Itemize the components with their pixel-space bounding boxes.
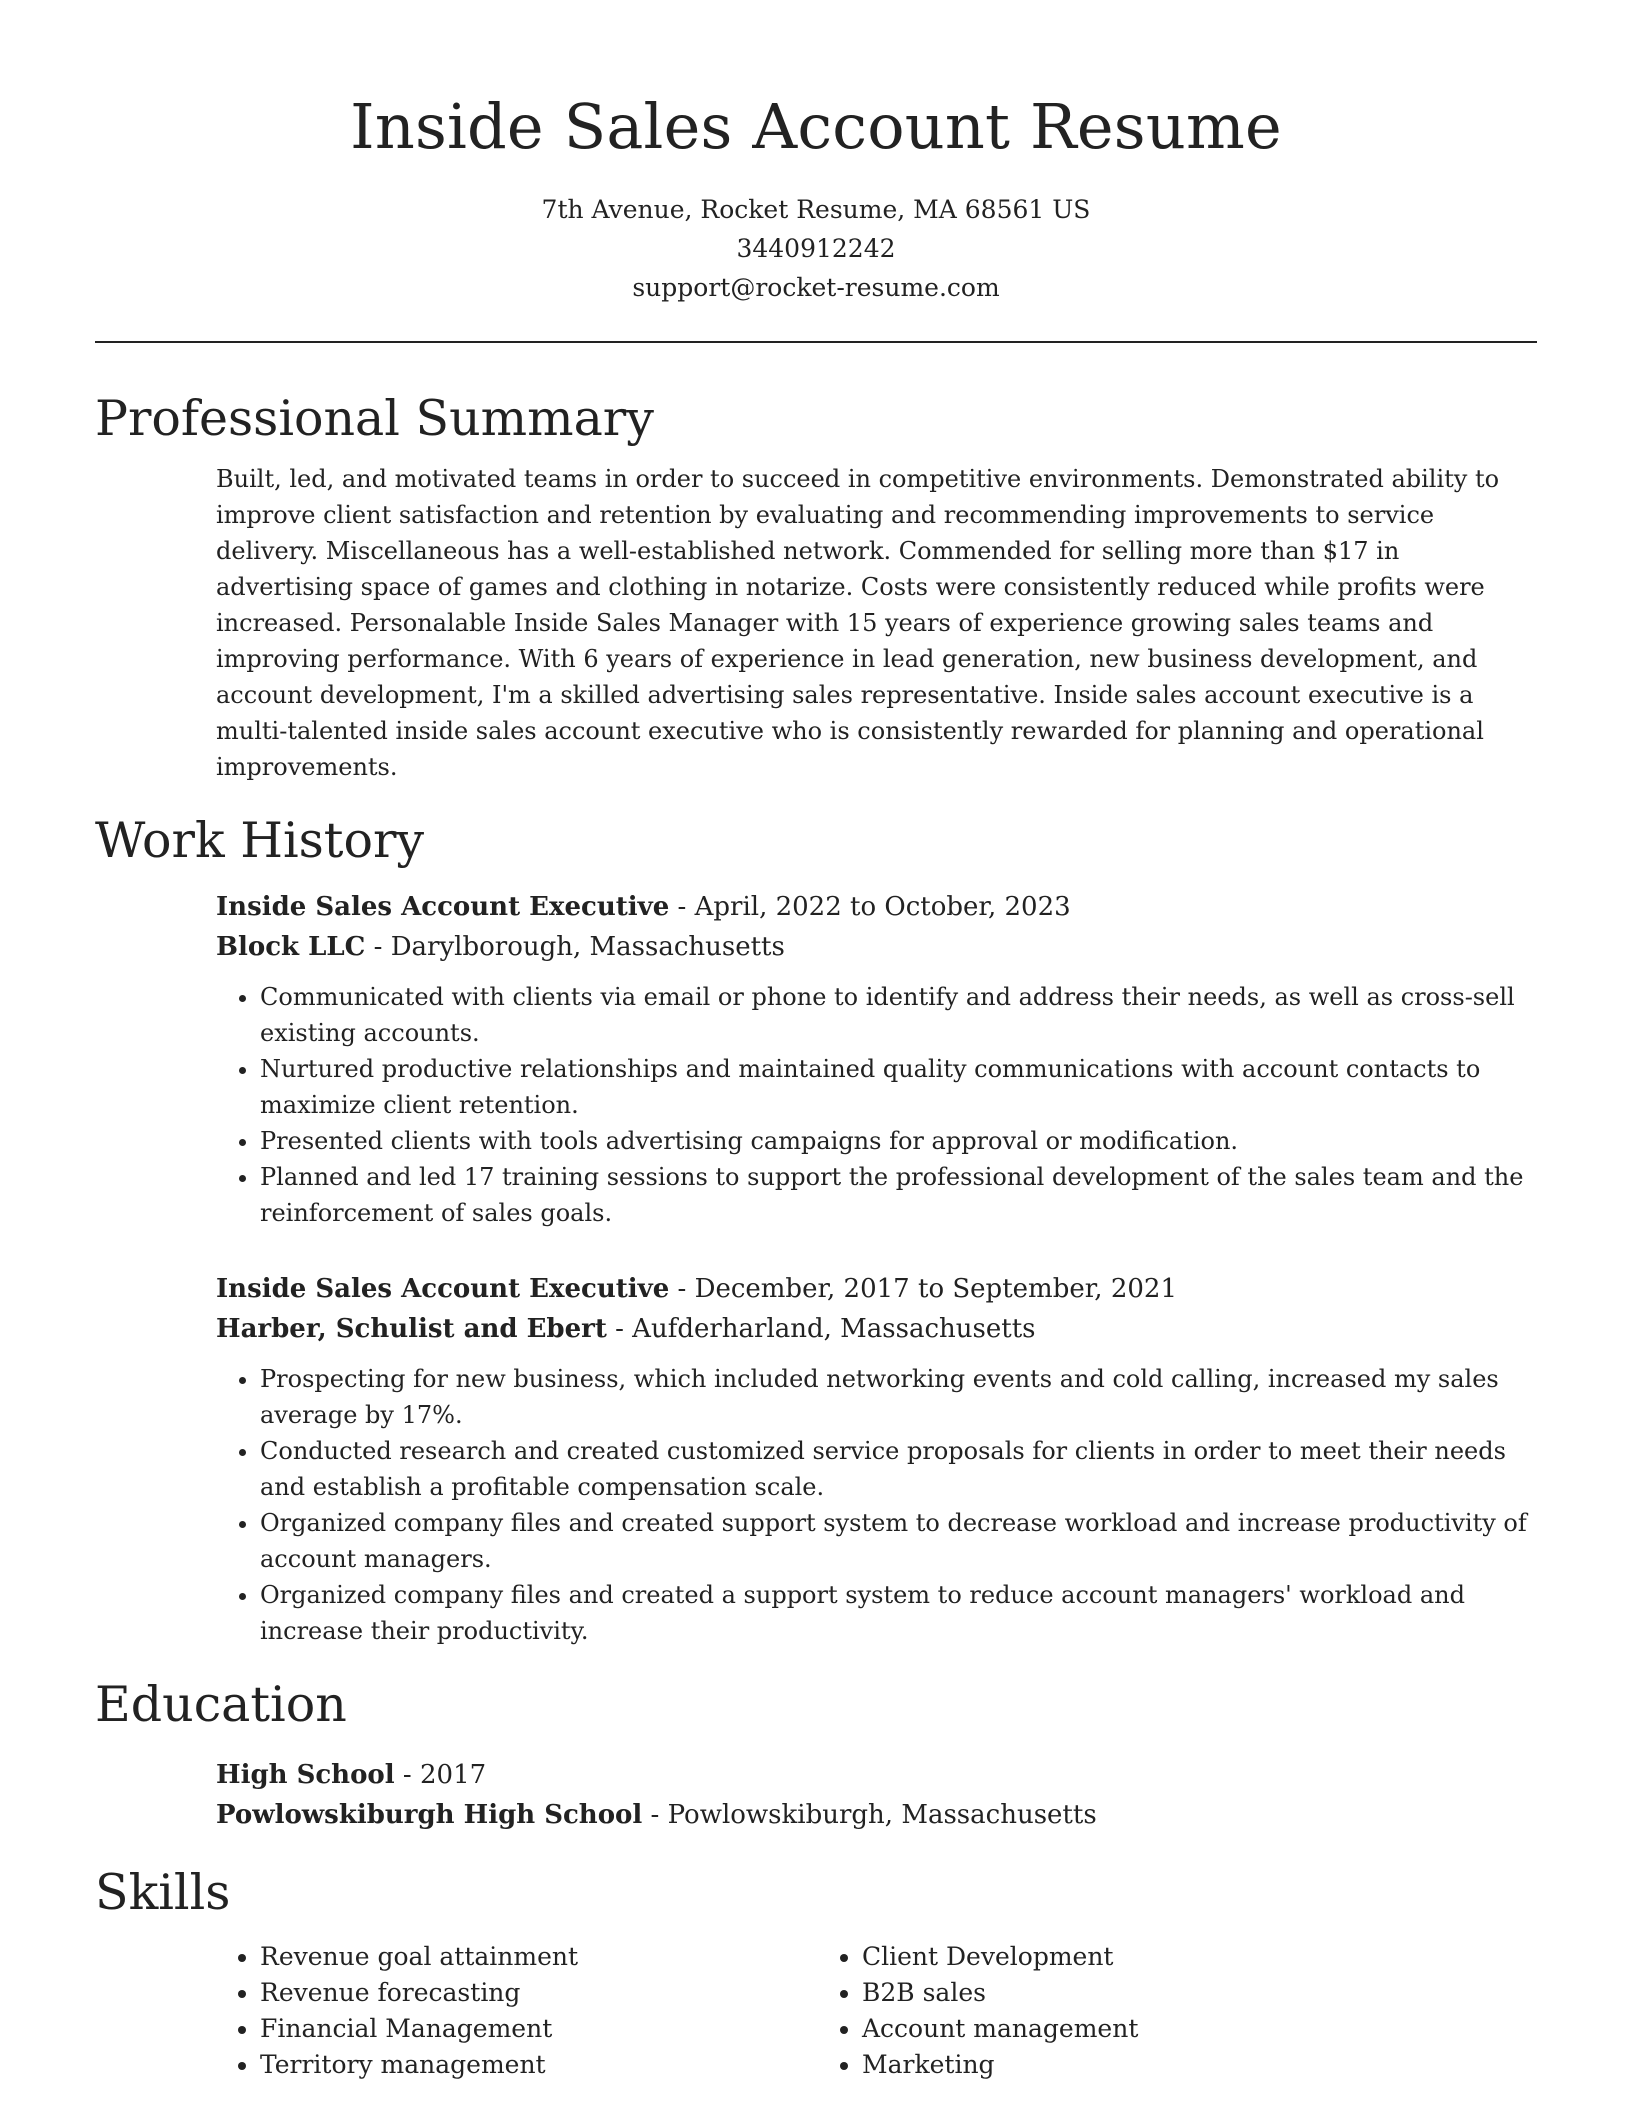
list-item: • Nurtured productive relationships and maintained quality communications with account contacts to maximize client retention.: [260, 1051, 1537, 1123]
education-location: Powlowskiburgh, Massachusetts: [667, 1800, 1097, 1830]
list-item: • Client Development: [862, 1939, 1420, 1975]
job-location: Aufderharland, Massachusetts: [632, 1314, 1036, 1344]
skills-list-left: [216, 1939, 818, 2083]
job-company-line: [216, 927, 1537, 967]
professional-summary-section: [95, 387, 1537, 785]
summary-text: Built, led, and motivated teams in order to succeed in competitive environments. Demonstrated ability to improve client satisfaction and retention by evaluating and recommending improvements to service delivery. Miscellaneous has a well-established network. Commended for selling more than $17 in advertising space of games and clothing in notarize. Costs were consistently reduced while profits were increased. Personalable Inside Sales Manager with 15 years of experience growing sales teams and improving performance. With 6 years of experience in lead generation, new business development, and account development, I'm a skilled advertising sales representative. Inside sales account executive is a multi-talented inside sales account executive who is consistently rewarded for planning and operational improvements.: [216, 465, 1500, 781]
header-divider: [95, 341, 1537, 343]
job-role: Inside Sales Account Executive: [216, 892, 670, 922]
job-dates: April, 2022 to October, 2023: [694, 892, 1071, 922]
section-title-skills: Skills: [95, 1864, 231, 1921]
skills-columns: [216, 1939, 1537, 2083]
separator: -: [606, 1314, 633, 1344]
list-item: • Revenue forecasting: [260, 1975, 818, 2011]
list-item: • Communicated with clients via email or phone to identify and address their needs, as well as cross-sell existing accounts.: [260, 979, 1537, 1051]
education-year: 2017: [419, 1760, 487, 1790]
job-bullets: [216, 979, 1537, 1231]
education-entry: [216, 1755, 1537, 1835]
phone-number: 3440912242: [736, 234, 896, 263]
job-dates: December, 2017 to September, 2021: [694, 1274, 1177, 1304]
separator: -: [394, 1760, 420, 1790]
job-bullets: [216, 1361, 1537, 1649]
list-item: • Revenue goal attainment: [260, 1939, 818, 1975]
education-school: Powlowskiburgh High School: [216, 1800, 643, 1830]
list-item: • Financial Management: [260, 2011, 818, 2047]
job-company: Harber, Schulist and Ebert: [216, 1314, 607, 1344]
list-item: • Organized company files and created a support system to reduce account managers' workload and increase their productivity.: [260, 1577, 1537, 1649]
separator: -: [642, 1800, 668, 1830]
email-address: support@rocket-resume.com: [632, 273, 1000, 302]
list-item: • Organized company files and created support system to decrease workload and increase productivity of account managers.: [260, 1505, 1537, 1577]
job-title-line: [216, 887, 1537, 927]
section-title-summary: Professional Summary: [95, 390, 654, 447]
resume-title: Inside Sales Account Resume: [350, 90, 1282, 163]
job-company: Block LLC: [216, 932, 366, 962]
job-location: Darylborough, Massachusetts: [390, 932, 785, 962]
list-item: • Prospecting for new business, which included networking events and cold calling, increased my sales average by 17%.: [260, 1361, 1537, 1433]
education-degree-line: [216, 1755, 1537, 1795]
list-item: • B2B sales: [862, 1975, 1420, 2011]
contact-info: [95, 190, 1537, 307]
section-title-work: Work History: [95, 812, 425, 869]
list-item: • Territory management: [260, 2047, 818, 2083]
section-title-education: Education: [95, 1676, 347, 1733]
education-section: [95, 1673, 1537, 1835]
education-degree: High School: [216, 1760, 395, 1790]
list-item: • Conducted research and created customized service proposals for clients in order to meet their needs and establish a profitable compensation scale.: [260, 1433, 1537, 1505]
job-title-line: [216, 1269, 1537, 1309]
education-school-line: [216, 1795, 1537, 1835]
job-entry: [216, 1269, 1537, 1649]
separator: -: [669, 1274, 695, 1304]
skills-section: [95, 1861, 1537, 2083]
resume-header: [95, 0, 1537, 307]
work-history-section: [95, 809, 1537, 1649]
separator: -: [365, 932, 391, 962]
list-item: • Planned and led 17 training sessions to support the professional development of the sales team and the reinforcement of sales goals.: [260, 1159, 1537, 1231]
skills-list-right: [818, 1939, 1420, 2083]
list-item: • Account management: [862, 2011, 1420, 2047]
list-item: • Marketing: [862, 2047, 1420, 2083]
job-entry: [216, 887, 1537, 1231]
job-company-line: [216, 1309, 1537, 1349]
address: 7th Avenue, Rocket Resume, MA 68561 US: [541, 195, 1091, 224]
separator: -: [669, 892, 695, 922]
list-item: • Presented clients with tools advertising campaigns for approval or modification.: [260, 1123, 1537, 1159]
job-role: Inside Sales Account Executive: [216, 1274, 670, 1304]
